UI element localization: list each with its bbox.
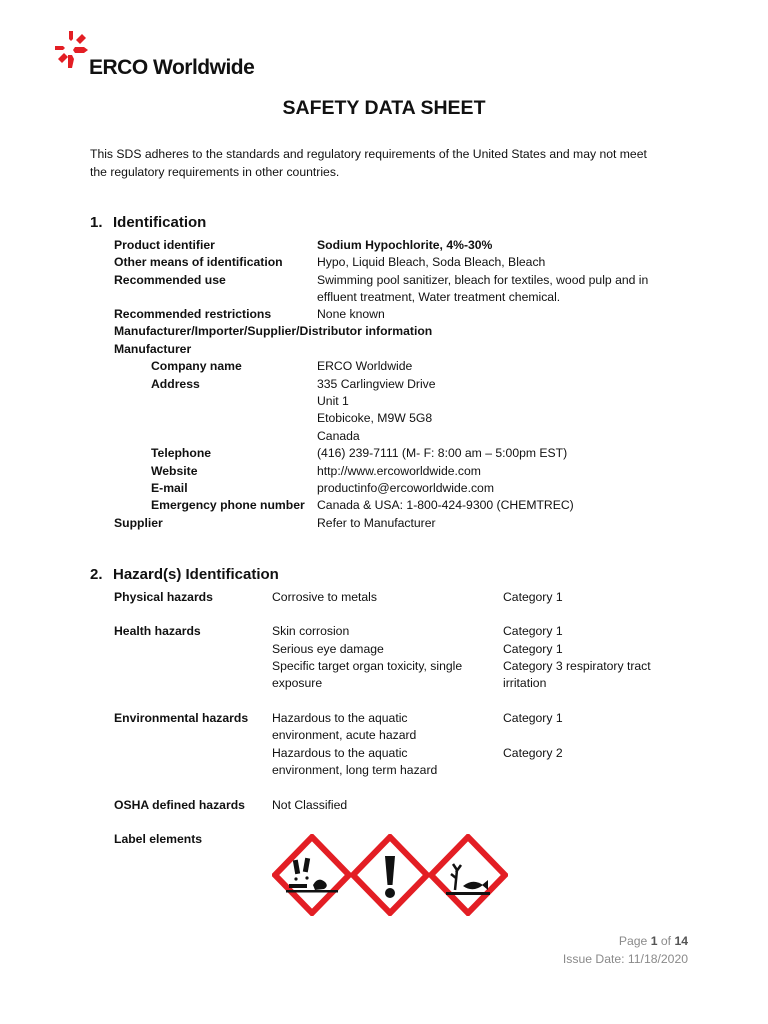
company-name-value: ERCO Worldwide [317, 359, 413, 373]
health-category-3-line-2: irritation [503, 676, 547, 690]
section-2-number: 2. [90, 566, 103, 583]
other-means-value: Hypo, Liquid Bleach, Soda Bleach, Bleach [317, 255, 546, 269]
env-category-1: Category 1 [503, 711, 563, 725]
address-line-3: Etobicoke, M9W 5G8 [317, 411, 433, 425]
health-hazard-3-line-1: Specific target organ toxicity, single [272, 659, 463, 673]
erco-logo-mark [55, 31, 89, 72]
physical-hazards-label: Physical hazards [114, 590, 213, 604]
manufacturer-info-heading: Manufacturer/Importer/Supplier/Distributor information [114, 324, 433, 338]
exclamation-pictogram [353, 837, 427, 913]
address-label: Address [151, 377, 200, 391]
recommended-restrictions-label: Recommended restrictions [114, 307, 272, 321]
health-category-2: Category 1 [503, 642, 563, 656]
environmental-hazards-label: Environmental hazards [114, 711, 249, 725]
environment-pictogram [431, 837, 505, 913]
supplier-value: Refer to Manufacturer [317, 516, 436, 530]
label-elements-label: Label elements [114, 832, 203, 846]
env-hazard-2-line-2: environment, long term hazard [272, 763, 438, 777]
emergency-phone-label: Emergency phone number [151, 498, 305, 512]
health-hazard-3-line-2: exposure [272, 676, 323, 690]
recommended-use-value-1: Swimming pool sanitizer, bleach for textiles, wood pulp and in [317, 273, 649, 287]
page-of: of [660, 934, 672, 948]
document-title: SAFETY DATA SHEET [282, 97, 486, 119]
page-current: 1 [650, 934, 658, 948]
physical-hazard-category: Category 1 [503, 590, 563, 604]
product-identifier-value: Sodium Hypochlorite, 4%-30% [317, 238, 493, 252]
issue-date: Issue Date: 11/18/2020 [562, 952, 688, 966]
supplier-label: Supplier [114, 516, 163, 530]
recommended-use-label: Recommended use [114, 273, 226, 287]
intro-line-2: the regulatory requirements in other countries. [90, 164, 340, 179]
corrosion-pictogram [275, 837, 349, 913]
brand-name: ERCO Worldwide [89, 56, 255, 79]
emergency-phone-value: Canada & USA: 1-800-424-9300 (CHEMTREC) [317, 498, 574, 512]
health-hazard-2: Serious eye damage [272, 642, 384, 656]
health-hazards-label: Health hazards [114, 624, 201, 638]
env-category-2: Category 2 [503, 746, 563, 760]
address-line-2: Unit 1 [317, 394, 349, 408]
env-hazard-2-line-1: Hazardous to the aquatic [272, 746, 408, 760]
health-hazard-1: Skin corrosion [272, 624, 350, 638]
health-category-3-line-1: Category 3 respiratory tract [503, 659, 651, 673]
telephone-value: (416) 239-7111 (M- F: 8:00 am – 5:00pm EST) [317, 446, 568, 460]
page-total: 14 [674, 934, 688, 948]
address-line-4: Canada [317, 429, 360, 443]
page-prefix: Page [618, 934, 648, 948]
osha-hazards-label: OSHA defined hazards [114, 798, 245, 812]
physical-hazard-item: Corrosive to metals [272, 590, 377, 604]
intro-line-1: This SDS adheres to the standards and regulatory requirements of the United States and may not meet [90, 147, 647, 161]
env-hazard-1-line-1: Hazardous to the aquatic [272, 711, 408, 725]
section-1-number: 1. [90, 214, 103, 231]
email-label: E-mail [151, 481, 188, 495]
telephone-label: Telephone [151, 446, 212, 460]
email-link[interactable]: productinfo@ercoworldwide.com [317, 481, 494, 495]
section-2-title: Hazard(s) Identification [113, 566, 279, 583]
health-category-1: Category 1 [503, 624, 563, 638]
company-name-label: Company name [151, 359, 242, 373]
ghs-pictograms [272, 834, 508, 919]
manufacturer-heading: Manufacturer [114, 342, 192, 356]
section-2-heading [90, 565, 279, 585]
recommended-use-value-2: effluent treatment, Water treatment chemical. [317, 290, 561, 304]
recommended-restrictions-value: None known [317, 307, 385, 321]
website-link[interactable]: http://www.ercoworldwide.com [317, 464, 481, 478]
intro-paragraph [90, 146, 690, 181]
env-hazard-1-line-2: environment, acute hazard [272, 728, 417, 742]
section-1-title: Identification [113, 214, 207, 231]
page-number [619, 933, 688, 950]
product-identifier-label: Product identifier [114, 238, 215, 252]
other-means-label: Other means of identification [114, 255, 283, 269]
osha-hazards-value: Not Classified [272, 798, 348, 812]
address-line-1: 335 Carlingview Drive [317, 377, 436, 391]
website-label: Website [151, 464, 198, 478]
section-1-heading [90, 213, 206, 233]
